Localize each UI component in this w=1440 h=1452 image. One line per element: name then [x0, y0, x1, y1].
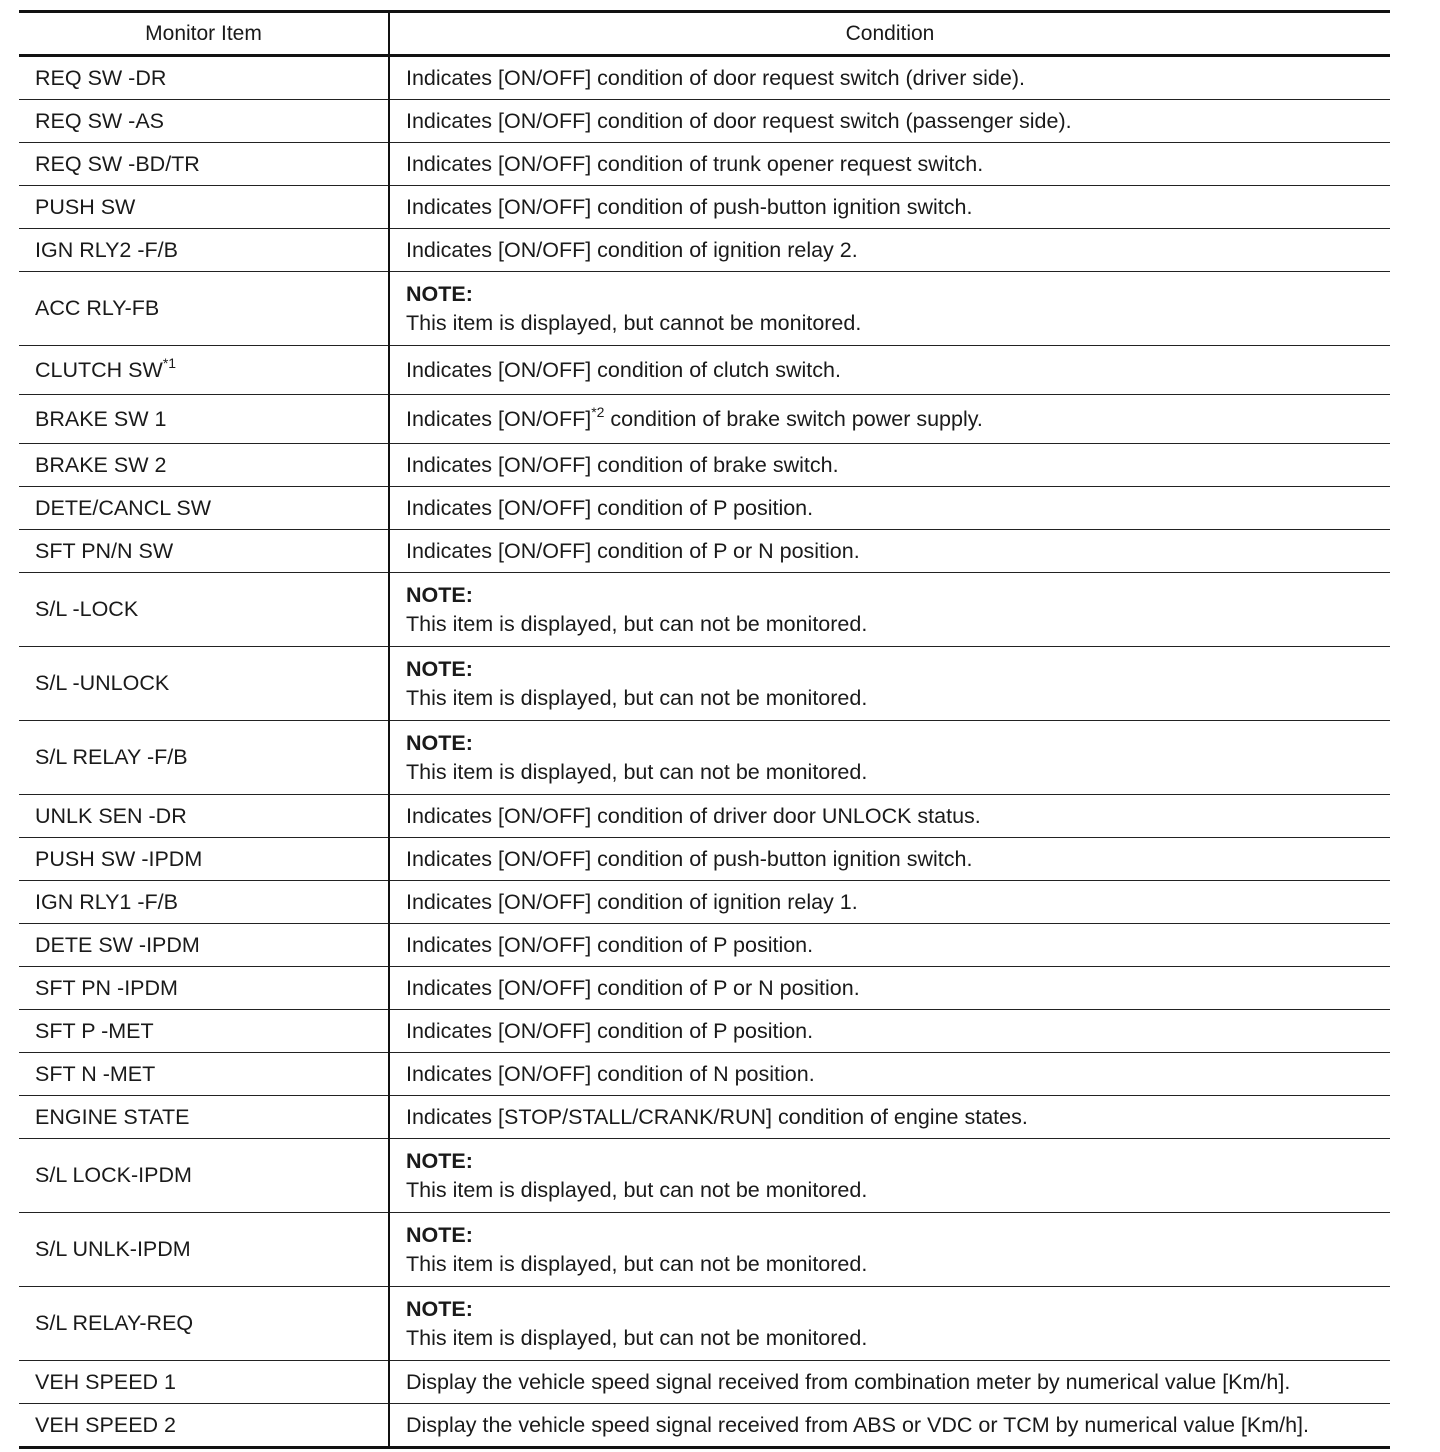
- condition-cell: Indicates [ON/OFF] condition of ignition relay 1.: [389, 881, 1390, 924]
- table-row: [19, 647, 1390, 721]
- table-body: [19, 56, 1390, 1448]
- note-label: NOTE:: [406, 656, 473, 681]
- condition-cell: Indicates [ON/OFF] condition of brake switch.: [389, 444, 1390, 487]
- table-row: [19, 100, 1390, 143]
- table-row: [19, 721, 1390, 795]
- monitor-item-cell: S/L RELAY -F/B: [19, 721, 389, 795]
- condition-cell: Display the vehicle speed signal received from combination meter by numerical value [Km/h].: [389, 1361, 1390, 1404]
- header-monitor-item: Monitor Item: [19, 12, 389, 56]
- table-row: [19, 530, 1390, 573]
- note-label: NOTE:: [406, 1296, 473, 1321]
- note-label: NOTE:: [406, 730, 473, 755]
- table-row: [19, 1287, 1390, 1361]
- table-row: [19, 967, 1390, 1010]
- monitor-item-cell: S/L RELAY-REQ: [19, 1287, 389, 1361]
- condition-cell: Indicates [ON/OFF] condition of ignition relay 2.: [389, 229, 1390, 272]
- header-condition: Condition: [389, 12, 1390, 56]
- monitor-item-cell: [19, 346, 389, 395]
- condition-cell: Indicates [ON/OFF] condition of door request switch (passenger side).: [389, 100, 1390, 143]
- table-header: [19, 12, 1390, 56]
- table-row: [19, 924, 1390, 967]
- monitor-item-cell: SFT PN -IPDM: [19, 967, 389, 1010]
- table-row: [19, 272, 1390, 346]
- note-text: This item is displayed, but can not be monitored.: [406, 1325, 868, 1350]
- note-text: This item is displayed, but can not be monitored.: [406, 1177, 868, 1202]
- condition-cell: Indicates [ON/OFF] condition of P or N position.: [389, 967, 1390, 1010]
- table-row: [19, 881, 1390, 924]
- condition-cell: Indicates [ON/OFF] condition of push-button ignition switch.: [389, 186, 1390, 229]
- note-text: This item is displayed, but can not be monitored.: [406, 1251, 868, 1276]
- table-row: [19, 573, 1390, 647]
- condition-cell: Indicates [ON/OFF] condition of P position.: [389, 487, 1390, 530]
- footnote-marker: *1: [162, 354, 177, 371]
- monitor-item-cell: SFT N -MET: [19, 1053, 389, 1096]
- note-text: This item is displayed, but can not be monitored.: [406, 611, 868, 636]
- condition-cell: Indicates [ON/OFF] condition of N position.: [389, 1053, 1390, 1096]
- condition-cell: Indicates [ON/OFF] condition of driver door UNLOCK status.: [389, 795, 1390, 838]
- condition-cell: Indicates [STOP/STALL/CRANK/RUN] condition of engine states.: [389, 1096, 1390, 1139]
- monitor-item-cell: BRAKE SW 2: [19, 444, 389, 487]
- monitor-item-cell: DETE/CANCL SW: [19, 487, 389, 530]
- table-row: [19, 229, 1390, 272]
- condition-text-post: condition of brake switch power supply.: [604, 406, 983, 431]
- condition-cell: [389, 573, 1390, 647]
- condition-cell: Indicates [ON/OFF] condition of P or N position.: [389, 530, 1390, 573]
- condition-cell: [389, 1213, 1390, 1287]
- monitor-item-cell: S/L -LOCK: [19, 573, 389, 647]
- condition-cell: [389, 1287, 1390, 1361]
- condition-cell: Indicates [ON/OFF] condition of push-button ignition switch.: [389, 838, 1390, 881]
- table-row: [19, 1053, 1390, 1096]
- condition-cell: Indicates [ON/OFF] condition of P position.: [389, 924, 1390, 967]
- monitor-item-cell: REQ SW -AS: [19, 100, 389, 143]
- footnote-marker: *2: [591, 403, 605, 420]
- note-label: NOTE:: [406, 1148, 473, 1173]
- condition-cell: Indicates [ON/OFF] condition of clutch switch.: [389, 346, 1390, 395]
- note-label: NOTE:: [406, 582, 473, 607]
- monitor-item-cell: S/L LOCK-IPDM: [19, 1139, 389, 1213]
- monitor-item-cell: UNLK SEN -DR: [19, 795, 389, 838]
- condition-cell: [389, 721, 1390, 795]
- monitor-item-label: CLUTCH SW: [35, 357, 163, 382]
- table-row: [19, 1213, 1390, 1287]
- monitor-item-cell: S/L -UNLOCK: [19, 647, 389, 721]
- condition-cell: Indicates [ON/OFF] condition of P position.: [389, 1010, 1390, 1053]
- monitor-item-cell: ENGINE STATE: [19, 1096, 389, 1139]
- monitor-item-cell: PUSH SW: [19, 186, 389, 229]
- condition-text-pre: Indicates [ON/OFF]: [406, 406, 592, 431]
- monitor-item-cell: VEH SPEED 1: [19, 1361, 389, 1404]
- monitor-item-cell: BRAKE SW 1: [19, 395, 389, 444]
- table-row: [19, 143, 1390, 186]
- table-row: [19, 56, 1390, 100]
- monitor-item-cell: REQ SW -BD/TR: [19, 143, 389, 186]
- table-row: [19, 395, 1390, 444]
- condition-cell: [389, 272, 1390, 346]
- monitor-item-cell: VEH SPEED 2: [19, 1404, 389, 1448]
- table-row: [19, 346, 1390, 395]
- table-row: [19, 1096, 1390, 1139]
- monitor-item-cell: REQ SW -DR: [35, 65, 167, 90]
- table-row: [19, 444, 1390, 487]
- monitor-item-cell: PUSH SW -IPDM: [19, 838, 389, 881]
- condition-cell: Indicates [ON/OFF] condition of door request switch (driver side).: [389, 56, 1390, 100]
- condition-cell: [389, 1139, 1390, 1213]
- condition-cell: Display the vehicle speed signal received from ABS or VDC or TCM by numerical value [Km/h].: [389, 1404, 1390, 1448]
- table-row: [19, 1404, 1390, 1448]
- monitor-item-cell: ACC RLY-FB: [19, 272, 389, 346]
- monitor-item-cell: SFT PN/N SW: [19, 530, 389, 573]
- monitor-item-cell: S/L UNLK-IPDM: [19, 1213, 389, 1287]
- table-row: [19, 1010, 1390, 1053]
- note-text: This item is displayed, but can not be monitored.: [406, 759, 868, 784]
- table-row: [19, 186, 1390, 229]
- monitor-item-cell: DETE SW -IPDM: [19, 924, 389, 967]
- table-row: [19, 838, 1390, 881]
- note-label: NOTE:: [406, 281, 473, 306]
- note-label: NOTE:: [406, 1222, 473, 1247]
- condition-cell: [389, 395, 1390, 444]
- table-row: [19, 487, 1390, 530]
- table-row: [19, 1139, 1390, 1213]
- monitor-item-cell: IGN RLY1 -F/B: [19, 881, 389, 924]
- table-row: [19, 1361, 1390, 1404]
- note-text: This item is displayed, but cannot be monitored.: [406, 310, 862, 335]
- header-row: [19, 12, 1390, 56]
- table-row: [19, 795, 1390, 838]
- condition-cell: [389, 647, 1390, 721]
- monitor-item-cell: SFT P -MET: [19, 1010, 389, 1053]
- monitor-item-table: [19, 10, 1390, 1449]
- note-text: This item is displayed, but can not be monitored.: [406, 685, 868, 710]
- condition-cell: Indicates [ON/OFF] condition of trunk opener request switch.: [389, 143, 1390, 186]
- monitor-item-cell: IGN RLY2 -F/B: [19, 229, 389, 272]
